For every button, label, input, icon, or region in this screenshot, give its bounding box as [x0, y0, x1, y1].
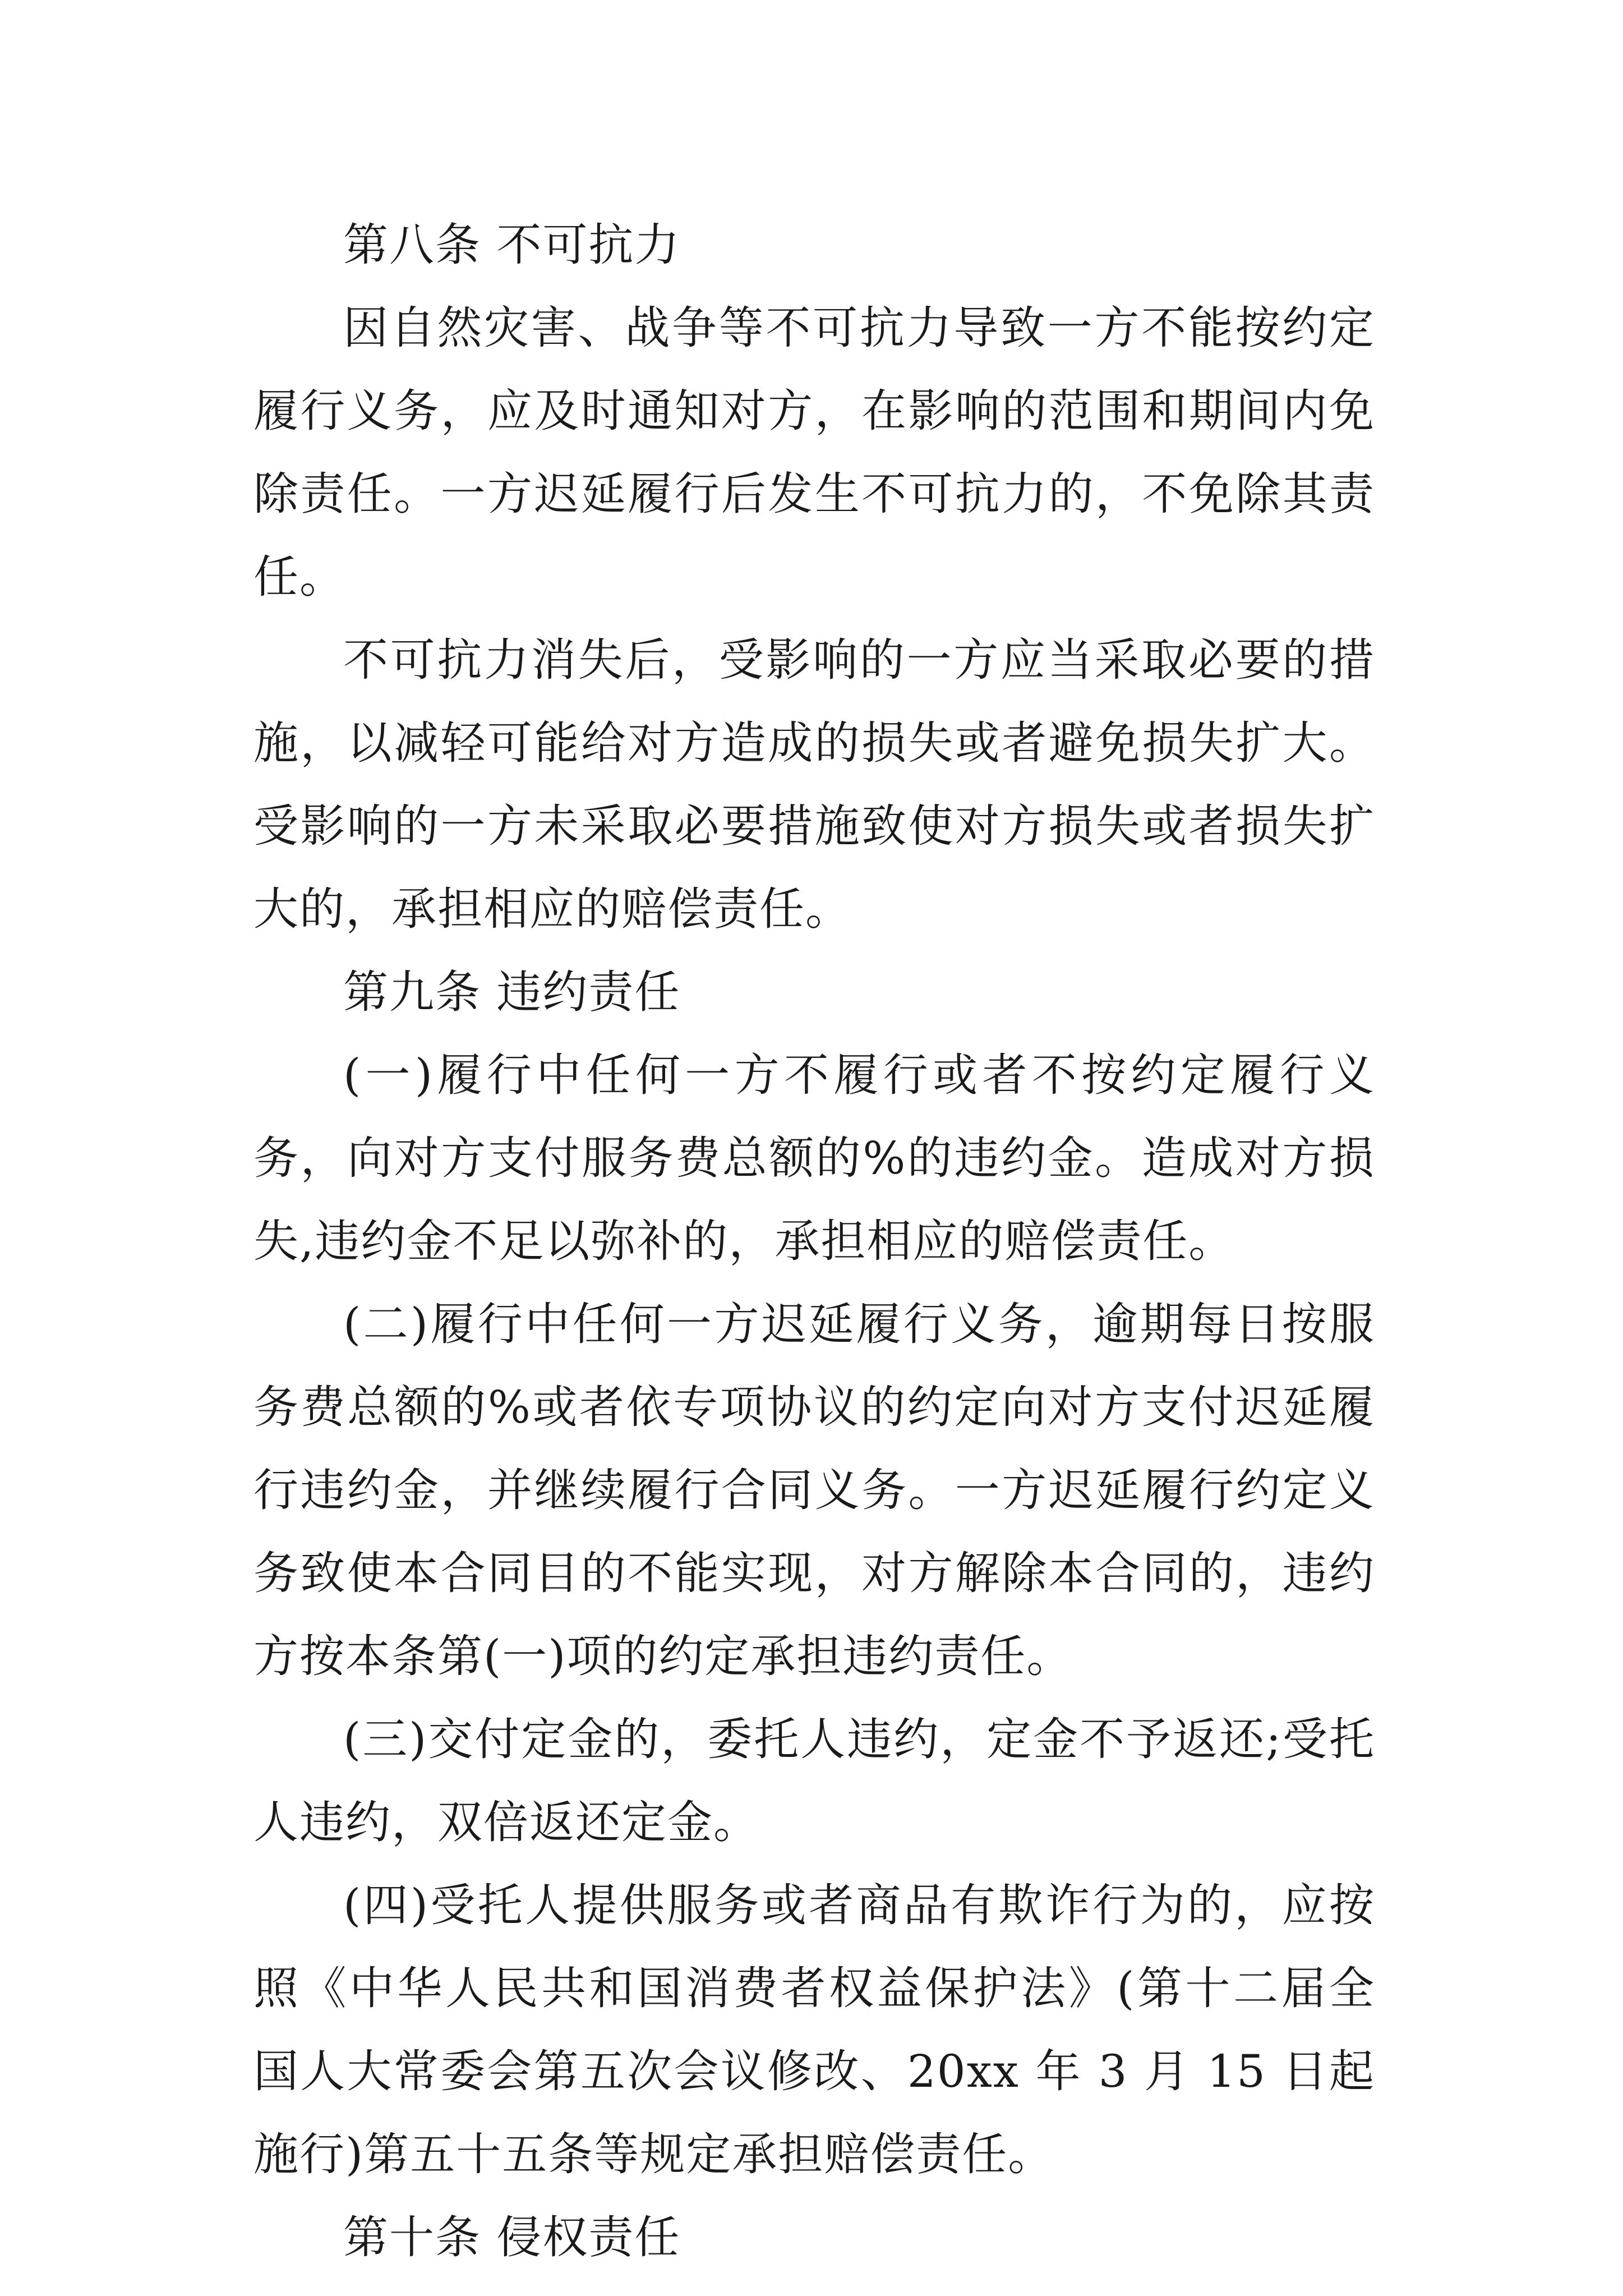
document-body: [253, 204, 1375, 2279]
article-10-heading: 第十条 侵权责任: [343, 2211, 681, 2263]
paragraph: (四)受托人提供服务或者商品有欺诈行为的，应按照《中华人民共和国消费者权益保护法》(第十二届全国人大常委会第五次会议修改、20xx 年 3 月 15 日起施行)第五十五条等规定承担赔偿责任。: [253, 1879, 1375, 2180]
article-9-heading: 第九条 违约责任: [343, 966, 681, 1018]
paragraph: (二)履行中任何一方迟延履行义务，逾期每日按服务费总额的%或者依专项协议的约定向对方支付迟延履行违约金，并继续履行合同义务。一方迟延履行约定义务致使本合同目的不能实现，对方解除本合同的，违约方按本条第(一)项的约定承担违约责任。: [253, 1298, 1375, 1682]
article-8-heading: 第八条 不可抗力: [343, 219, 681, 271]
paragraph: 因自然灾害、战争等不可抗力导致一方不能按约定履行义务，应及时通知对方，在影响的范围和期间内免除责任。一方迟延履行后发生不可抗力的，不免除其责任。: [253, 302, 1375, 603]
paragraph: 不可抗力消失后，受影响的一方应当采取必要的措施，以减轻可能给对方造成的损失或者避免损失扩大。受影响的一方未采取必要措施致使对方损失或者损失扩大的，承担相应的赔偿责任。: [253, 634, 1375, 935]
paragraph: (一)履行中任何一方不履行或者不按约定履行义务，向对方支付服务费总额的%的违约金。造成对方损失,违约金不足以弥补的，承担相应的赔偿责任。: [253, 1049, 1375, 1267]
paragraph: (三)交付定金的，委托人违约，定金不予返还;受托人违约，双倍返还定金。: [253, 1713, 1375, 1848]
